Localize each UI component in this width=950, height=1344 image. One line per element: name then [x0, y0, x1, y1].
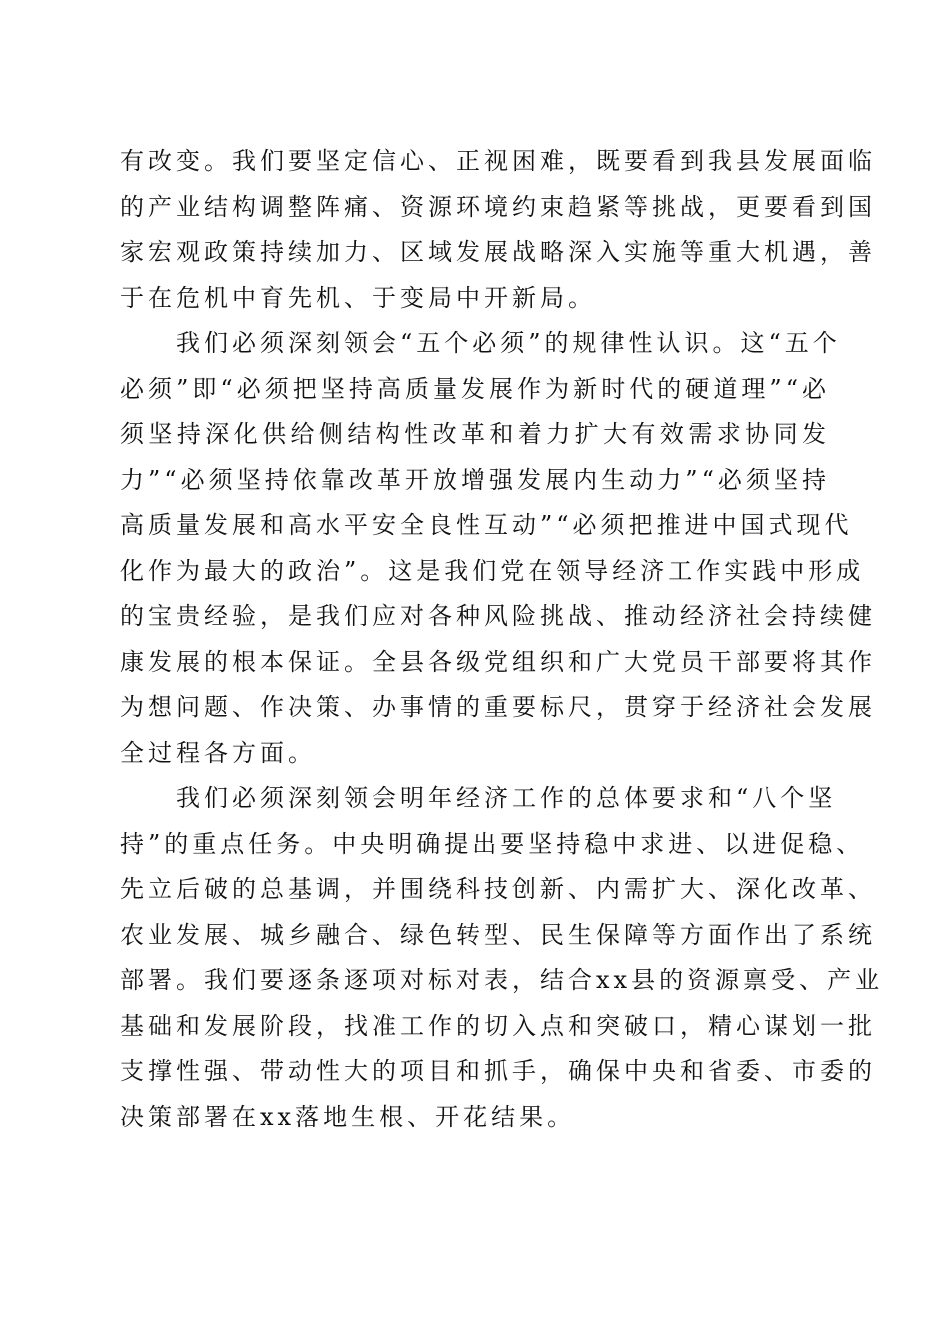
- text-line: 基础和发展阶段，找准工作的切入点和突破口，精心谋划一批: [120, 1011, 876, 1040]
- text-line: 部署。我们要逐条逐项对标对表，结合xx县的资源禀受、产业: [120, 966, 884, 994]
- text-line: 决策部署在xx落地生根、开花结果。: [120, 1102, 576, 1131]
- text-line: 持”的重点任务。中央明确提出要坚持稳中求进、以进促稳、: [120, 829, 865, 858]
- text-line: 高质量发展和高水平安全良性互动”“必须把推进中国式现代: [120, 511, 853, 539]
- text-line: 先立后破的总基调，并围绕科技创新、内需扩大、深化改革、: [120, 875, 876, 903]
- text-line: 农业发展、城乡融合、绿色转型、民生保障等方面作出了系统: [120, 920, 876, 949]
- text-line: 化作为最大的政治”。这是我们党在领导经济工作实践中形成: [120, 556, 865, 585]
- paragraph: [120, 776, 884, 1140]
- text-line: 的宝贵经验，是我们应对各种风险挑战、推动经济社会持续健: [120, 602, 876, 630]
- text-line: 为想问题、作决策、办事情的重要标尺，贯穿于经济社会发展: [120, 693, 876, 721]
- text-line: 康发展的根本保证。全县各级党组织和广大党员干部要将其作: [120, 647, 876, 676]
- text-line: 我们必须深刻领会“五个必须”的规律性认识。这“五个: [176, 329, 841, 357]
- document-body: [120, 139, 884, 1140]
- paragraph: [120, 139, 876, 321]
- text-line: 力”“必须坚持依靠改革开放增强发展内生动力”“必须坚持: [120, 465, 830, 494]
- text-line: 须坚持深化供给侧结构性改革和着力扩大有效需求协同发: [120, 420, 830, 448]
- text-line: 我们必须深刻领会明年经济工作的总体要求和“八个坚: [176, 784, 837, 812]
- text-line: 全过程各方面。: [120, 738, 316, 767]
- text-line: 于在危机中育先机、于变局中开新局。: [120, 283, 596, 312]
- text-line: 有改变。我们要坚定信心、正视困难，既要看到我县发展面临: [120, 147, 876, 175]
- paragraph: [120, 321, 876, 776]
- text-line: 必须”即“必须把坚持高质量发展作为新时代的硬道理”“必: [120, 374, 830, 403]
- text-line: 支撑性强、带动性大的项目和抓手，确保中央和省委、市委的: [120, 1057, 876, 1085]
- text-line: 家宏观政策持续加力、区域发展战略深入实施等重大机遇，善: [120, 238, 876, 266]
- text-line: 的产业结构调整阵痛、资源环境约束趋紧等挑战，更要看到国: [120, 192, 876, 221]
